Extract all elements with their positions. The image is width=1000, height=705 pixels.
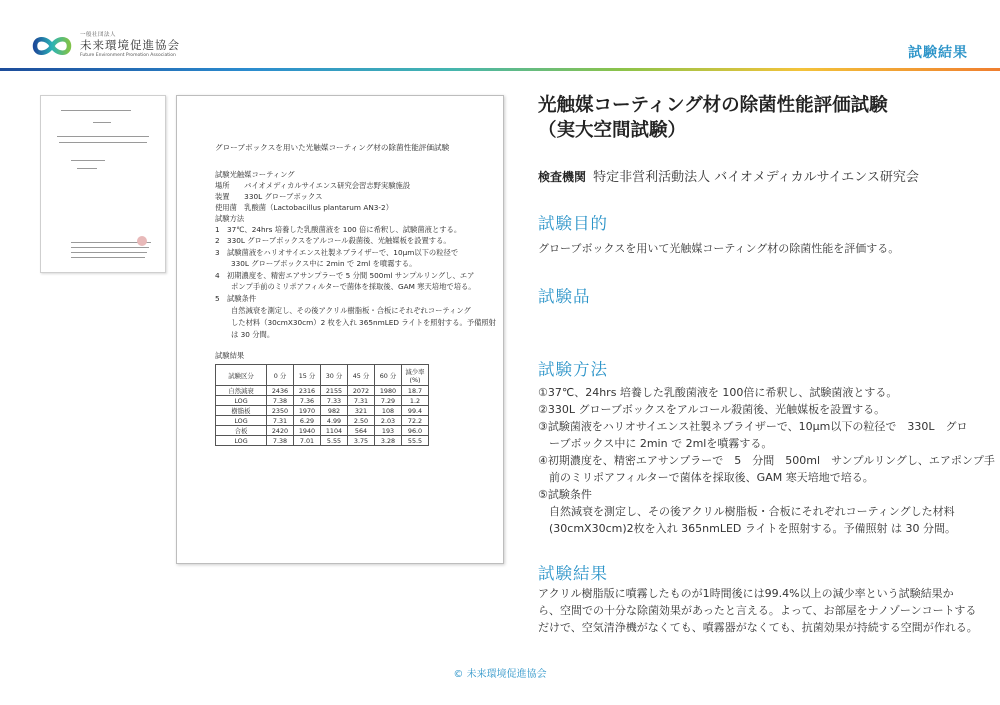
report-line: 試験光触媒コーティング	[215, 170, 295, 179]
table-cell: 5.55	[321, 436, 348, 446]
table-cell: 96.0	[402, 426, 429, 436]
report-title: グローブボックスを用いた光触媒コーティング材の除菌性能評価試験	[215, 143, 450, 152]
table-cell: 18.7	[402, 386, 429, 396]
institution-label: 検査機関	[538, 170, 587, 184]
table-cell: 99.4	[402, 406, 429, 416]
table-cell: 合板	[216, 426, 267, 436]
institution	[538, 166, 919, 185]
page-header	[0, 0, 1000, 78]
table-cell: 55.5	[402, 436, 429, 446]
section-title: 試験結果	[908, 45, 968, 61]
method-item: ③試験菌液をハリオサイエンス社製ネブライザーで、10μm以下の粒径で 330L グロ	[538, 420, 968, 433]
report-line: した材料（30cmX30cm）2 枚を入れ 365nmLED ライトを照射する。予備照射	[231, 318, 496, 327]
method-item-continued: ーブボックス中に 2min で 2mlを噴霧する。	[549, 437, 773, 450]
table-cell: 7.33	[321, 396, 348, 406]
table-row	[216, 386, 429, 396]
method-item-continued: (30cmX30cm)2枚を入れ 365nmLED ライトを照射する。予備照射 は 30 分間。	[549, 522, 957, 535]
table-header-cell: 60 分	[375, 365, 402, 386]
method-heading: 試験方法	[538, 360, 608, 379]
table-row	[216, 406, 429, 416]
table-header-cell: 45 分	[348, 365, 375, 386]
report-line: 装置 330L グローブボックス	[215, 192, 323, 201]
report-line: 5 試験条件	[215, 294, 257, 303]
footer-copyright: © 未来環境促進協会	[453, 669, 547, 680]
table-cell: 7.36	[294, 396, 321, 406]
table-cell: 564	[348, 426, 375, 436]
table-header-cell: 試験区分	[216, 365, 267, 386]
report-line: は 30 分間。	[231, 330, 275, 339]
table-cell: 7.38	[267, 436, 294, 446]
method-item: ②330L グローブボックスをアルコール殺菌後、光触媒板を設置する。	[538, 403, 886, 416]
table-cell: 1104	[321, 426, 348, 436]
report-line: 場所 バイオメディカルサイエンス研究会習志野実験施設	[215, 181, 411, 190]
report-line: 試験方法	[215, 214, 245, 223]
infinity-logo-icon	[30, 34, 74, 58]
table-cell: 2350	[267, 406, 294, 416]
table-cell: 2436	[267, 386, 294, 396]
report-line: 1 37℃、24hrs 培養した乳酸菌液を 100 倍に希釈し、試験菌液とする。	[215, 225, 462, 234]
table-cell: 1980	[375, 386, 402, 396]
page-title-subline: （実大空間試験）	[538, 120, 687, 141]
report-page-scan	[176, 95, 504, 564]
table-cell: 樹脂板	[216, 406, 267, 416]
table-cell: 7.31	[267, 416, 294, 426]
table-cell: 3.28	[375, 436, 402, 446]
table-cell: 7.31	[348, 396, 375, 406]
table-header-cell: 減少率 (%)	[402, 365, 429, 386]
purpose-text: グローブボックスを用いて光触媒コーティング材の除菌性能を評価する。	[538, 242, 900, 255]
report-results-table	[215, 364, 429, 446]
table-cell: 2.03	[375, 416, 402, 426]
table-cell: 321	[348, 406, 375, 416]
table-header-cell: 30 分	[321, 365, 348, 386]
page-title-line: 光触媒コーティング材の除菌性能評価試験	[538, 95, 888, 116]
report-line: 330L グローブボックス中に 2min で 2ml を噴霧する。	[231, 259, 417, 268]
results-heading: 試験結果	[538, 564, 608, 583]
report-line: ポンプ手前のミリポアフィルターで菌体を採取後、GAM 寒天培地で培る。	[231, 282, 476, 291]
org-english-name: Future Environment Promotion Association	[80, 53, 176, 58]
table-header-cell: 0 分	[267, 365, 294, 386]
results-line: だけで、空気清浄機がなくても、噴霧器がなくても、抗菌効果が持続する空間が作れる。	[538, 621, 978, 634]
table-header-row	[216, 365, 429, 386]
table-cell: 4.99	[321, 416, 348, 426]
header-divider	[0, 68, 1000, 71]
report-line: 2 330L グローブボックスをアルコール殺菌後、光触媒板を設置する。	[215, 236, 451, 245]
report-line: 自然減衰を測定し、その後アクリル樹脂板・合板にそれぞれコーティング	[231, 306, 471, 315]
org-logo	[30, 30, 180, 62]
table-cell: 2072	[348, 386, 375, 396]
table-cell: LOG	[216, 416, 267, 426]
page-title	[538, 93, 888, 143]
table-cell: 2155	[321, 386, 348, 396]
table-cell: 自然減衰	[216, 386, 267, 396]
table-cell: 7.01	[294, 436, 321, 446]
results-text	[538, 585, 978, 636]
results-line: アクリル樹脂版に噴霧したものが1時間後には99.4%以上の減少率という試験結果か	[538, 587, 954, 600]
org-type: 一般社団法人	[80, 32, 117, 38]
table-row	[216, 416, 429, 426]
table-cell: 193	[375, 426, 402, 436]
table-cell: 1970	[294, 406, 321, 416]
table-row	[216, 426, 429, 436]
table-cell: 1.2	[402, 396, 429, 406]
method-item: ①37℃、24hrs 培養した乳酸菌液を 100倍に希釈し、試験菌液とする。	[538, 386, 898, 399]
table-header-cell: 15 分	[294, 365, 321, 386]
method-item: ⑤試験条件	[538, 488, 592, 501]
report-line: 3 試験菌液をハリオサイエンス社製ネブライザーで、10μm以下の粒径で	[215, 248, 459, 257]
table-cell: 2420	[267, 426, 294, 436]
table-row	[216, 396, 429, 406]
report-line: 4 初期濃度を、精密エアサンプラーで 5 分間 500ml サンプルリングし、エア	[215, 271, 475, 280]
report-line: 使用菌 乳酸菌（Lactobacillus plantarum AN3-2）	[215, 203, 393, 212]
table-cell: 1940	[294, 426, 321, 436]
table-row	[216, 436, 429, 446]
report-line: 試験結果	[215, 351, 245, 360]
method-list	[538, 384, 995, 537]
table-cell: 2.50	[348, 416, 375, 426]
table-cell: 7.29	[375, 396, 402, 406]
table-cell: 982	[321, 406, 348, 416]
results-line: ら、空間での十分な除菌効果があったと言える。よって、お部屋をナノゾーンコートする	[538, 604, 977, 617]
table-cell: 108	[375, 406, 402, 416]
table-cell: 7.38	[267, 396, 294, 406]
purpose-heading: 試験目的	[538, 214, 608, 233]
seal-stamp	[137, 236, 147, 246]
method-item-continued: 自然減衰を測定し、その後アクリル樹脂板・合板にそれぞれコーティングした材料	[549, 505, 955, 518]
table-cell: LOG	[216, 396, 267, 406]
report-cover-thumbnail	[40, 95, 166, 273]
table-cell: LOG	[216, 436, 267, 446]
institution-value: 特定非営利活動法人 バイオメディカルサイエンス研究会	[593, 170, 919, 185]
method-item-continued: 前のミリポアフィルターで菌体を採取後、GAM 寒天培地で培る。	[549, 471, 874, 484]
sample-heading: 試験品	[538, 287, 591, 306]
method-item: ④初期濃度を、精密エアサンプラーで 5 分間 500ml サンプルリングし、エアポンプ手	[538, 454, 995, 467]
table-cell: 72.2	[402, 416, 429, 426]
org-name: 未来環境促進協会	[80, 38, 180, 52]
table-cell: 3.75	[348, 436, 375, 446]
table-cell: 2316	[294, 386, 321, 396]
table-cell: 6.29	[294, 416, 321, 426]
